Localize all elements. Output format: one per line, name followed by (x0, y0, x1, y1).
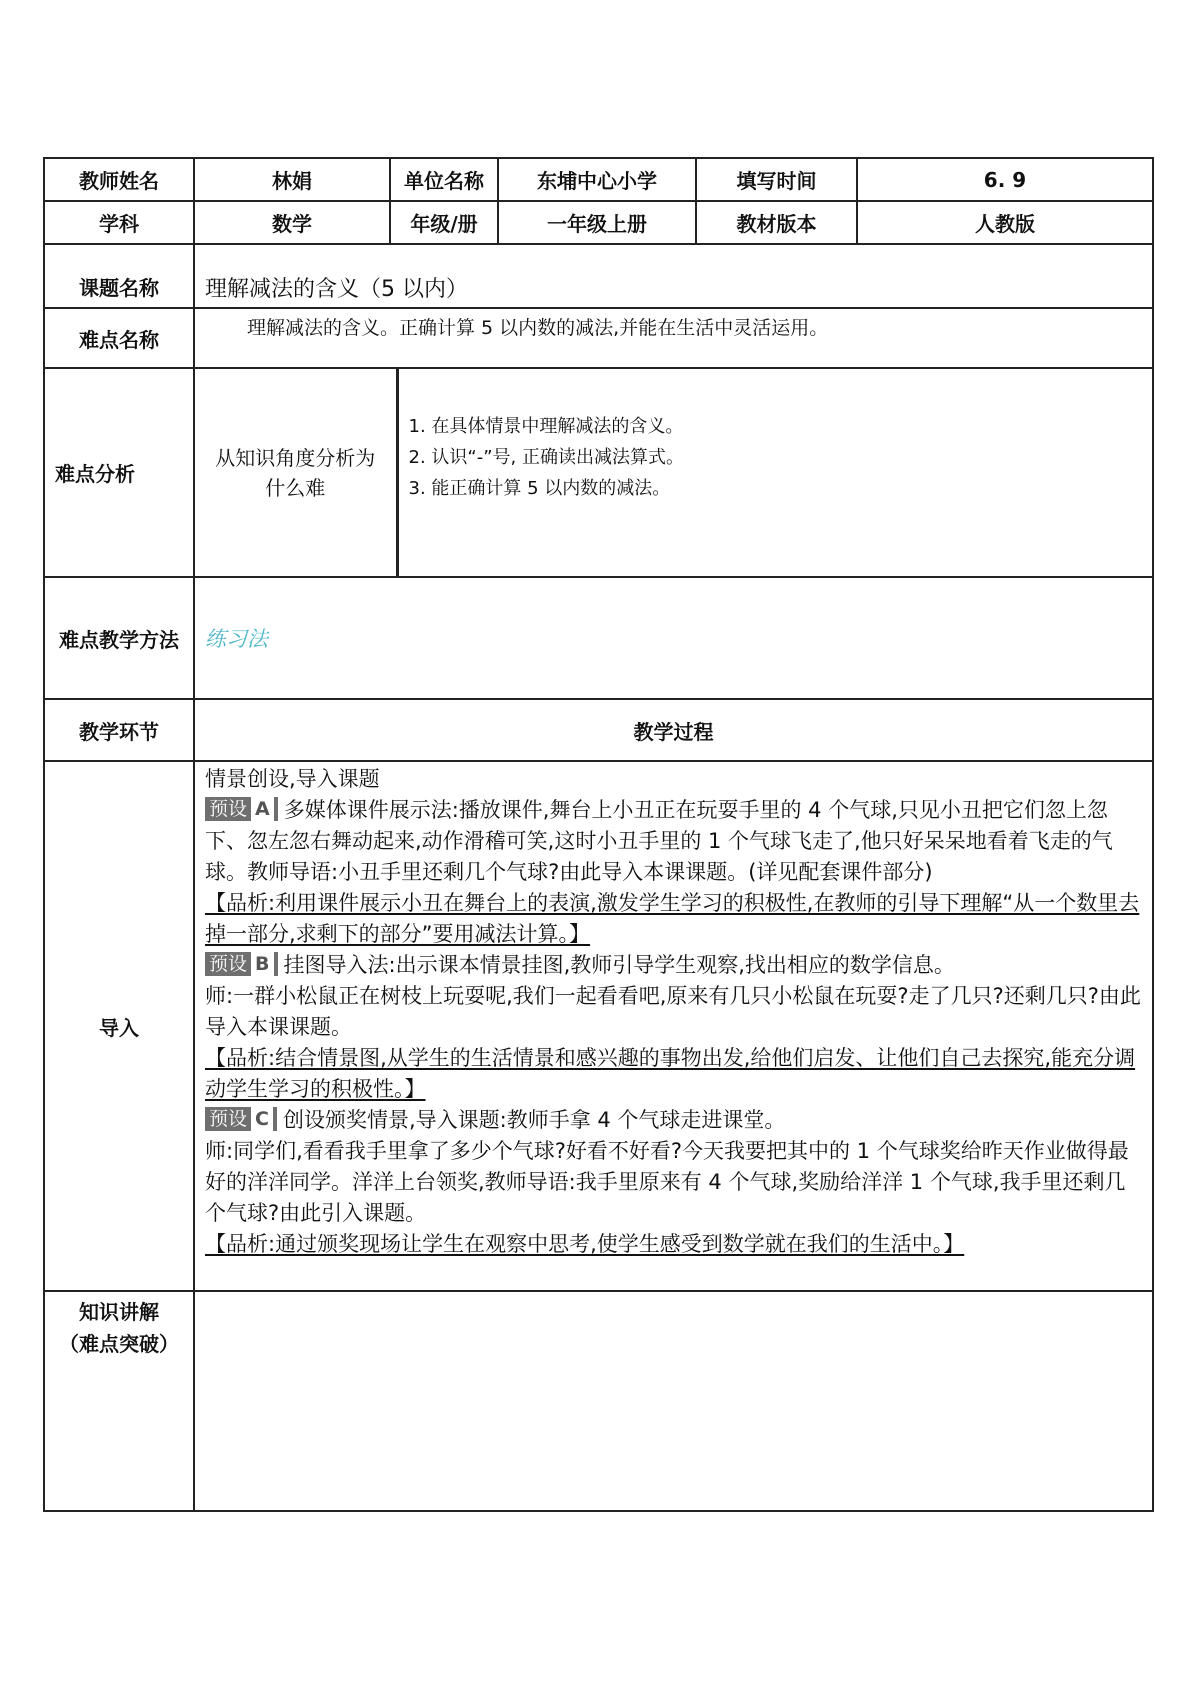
knowledge-row (44, 1291, 1153, 1511)
intro-content (194, 761, 1153, 1291)
analysis-item: 1. 在具体情景中理解减法的含义。 (408, 416, 684, 437)
analysis-label: 难点分析 (44, 368, 194, 577)
unit-name-value: 东埔中心小学 (498, 158, 696, 201)
intro-row (44, 761, 1153, 1291)
teacher-name-label: 教师姓名 (44, 158, 194, 201)
topic-value: 理解减法的含义（5 以内） (194, 244, 1153, 308)
preset-b-badge: 预设 B (205, 952, 278, 976)
header-row-1 (44, 158, 1153, 201)
analysis-row (44, 368, 1153, 577)
preset-c-dialogue: 师:同学们,看看我手里拿了多少个气球?好看不好看?今天我要把其中的 1 个气球奖给昨天作业做得最好的洋洋同学。洋洋上台领奖,教师导语:我手里原来有 4 个气球,奖励给洋洋 1 个气球,我手里还剩几个气球?由此引入课题。 (205, 1139, 1129, 1225)
difficulty-label: 难点名称 (44, 308, 194, 368)
topic-label: 课题名称 (44, 244, 194, 308)
intro-label: 导入 (44, 761, 194, 1291)
method-value: 练习法 (205, 627, 268, 651)
analysis-item: 2. 认识“-”号, 正确读出减法算式。 (408, 447, 684, 468)
grade-label: 年级/册 (390, 201, 498, 244)
analysis-item: 3. 能正确计算 5 以内数的减法。 (408, 478, 671, 499)
header-row-2 (44, 201, 1153, 244)
preset-c-badge: 预设 C (205, 1107, 277, 1131)
edition-label: 教材版本 (696, 201, 857, 244)
preset-b-analysis: 【品析:结合情景图,从学生的生活情景和感兴趣的事物出发,给他们启发、让他们自己去探究,能充分调动学生学习的积极性。】 (205, 1046, 1136, 1101)
unit-name-label: 单位名称 (390, 158, 498, 201)
subject-value: 数学 (194, 201, 390, 244)
knowledge-label-line2: （难点突破） (59, 1332, 179, 1356)
edition-value: 人教版 (857, 201, 1153, 244)
preset-a-analysis: 【品析:利用课件展示小丑在舞台上的表演,激发学生学习的积极性,在教师的引导下理解“从一个数里去掉一部分,求剩下的部分”要用减法计算。】 (205, 891, 1140, 946)
preset-b-text: 挂图导入法:出示课本情景挂图,教师引导学生观察,找出相应的数学信息。 (283, 953, 955, 977)
preset-a-badge: 预设 A (205, 797, 278, 821)
method-label: 难点教学方法 (44, 577, 194, 699)
preset-c (205, 1105, 1142, 1136)
preset-c-text: 创设颁奖情景,导入课题:教师手拿 4 个气球走进课堂。 (282, 1108, 786, 1132)
preset-a (205, 795, 1142, 888)
difficulty-row (44, 308, 1153, 368)
teacher-name-value: 林娟 (194, 158, 390, 201)
method-row (44, 577, 1153, 699)
lesson-plan-table (43, 157, 1154, 1512)
knowledge-label (44, 1291, 194, 1511)
fill-date-value: 6. 9 (857, 158, 1153, 201)
knowledge-label-line1: 知识讲解 (79, 1300, 159, 1324)
knowledge-content (194, 1291, 1153, 1511)
analysis-list (397, 369, 1152, 576)
preset-b (205, 950, 1142, 981)
process-header-row (44, 699, 1153, 761)
difficulty-value: 理解减法的含义。正确计算 5 以内数的减法,并能在生活中灵活运用。 (194, 308, 1153, 368)
preset-c-analysis: 【品析:通过颁奖现场让学生在观察中思考,使学生感受到数学就在我们的生活中。】 (205, 1232, 965, 1256)
preset-a-text: 多媒体课件展示法:播放课件,舞台上小丑正在玩耍手里的 4 个气球,只见小丑把它们忽上忽下、忽左忽右舞动起来,动作滑稽可笑,这时小丑手里的 1 个气球飞走了,他只好呆呆地看着飞走的气球。教师导语:小丑手里还剩几个气球?由此导入本课课题。(详见配套课件部分) (205, 798, 1113, 884)
preset-b-dialogue: 师:一群小松鼠正在树枝上玩耍呢,我们一起看看吧,原来有几只小松鼠在玩耍?走了几只?还剩几只?由此导入本课课题。 (205, 984, 1141, 1039)
process-stage-label: 教学环节 (44, 699, 194, 761)
topic-row (44, 244, 1153, 308)
subject-label: 学科 (44, 201, 194, 244)
analysis-sub-label: 从知识角度分析为什么难 (195, 369, 397, 576)
intro-title: 情景创设,导入课题 (205, 767, 380, 791)
grade-value: 一年级上册 (498, 201, 696, 244)
lesson-plan-form (43, 157, 1152, 1512)
fill-date-label: 填写时间 (696, 158, 857, 201)
process-title: 教学过程 (194, 699, 1153, 761)
